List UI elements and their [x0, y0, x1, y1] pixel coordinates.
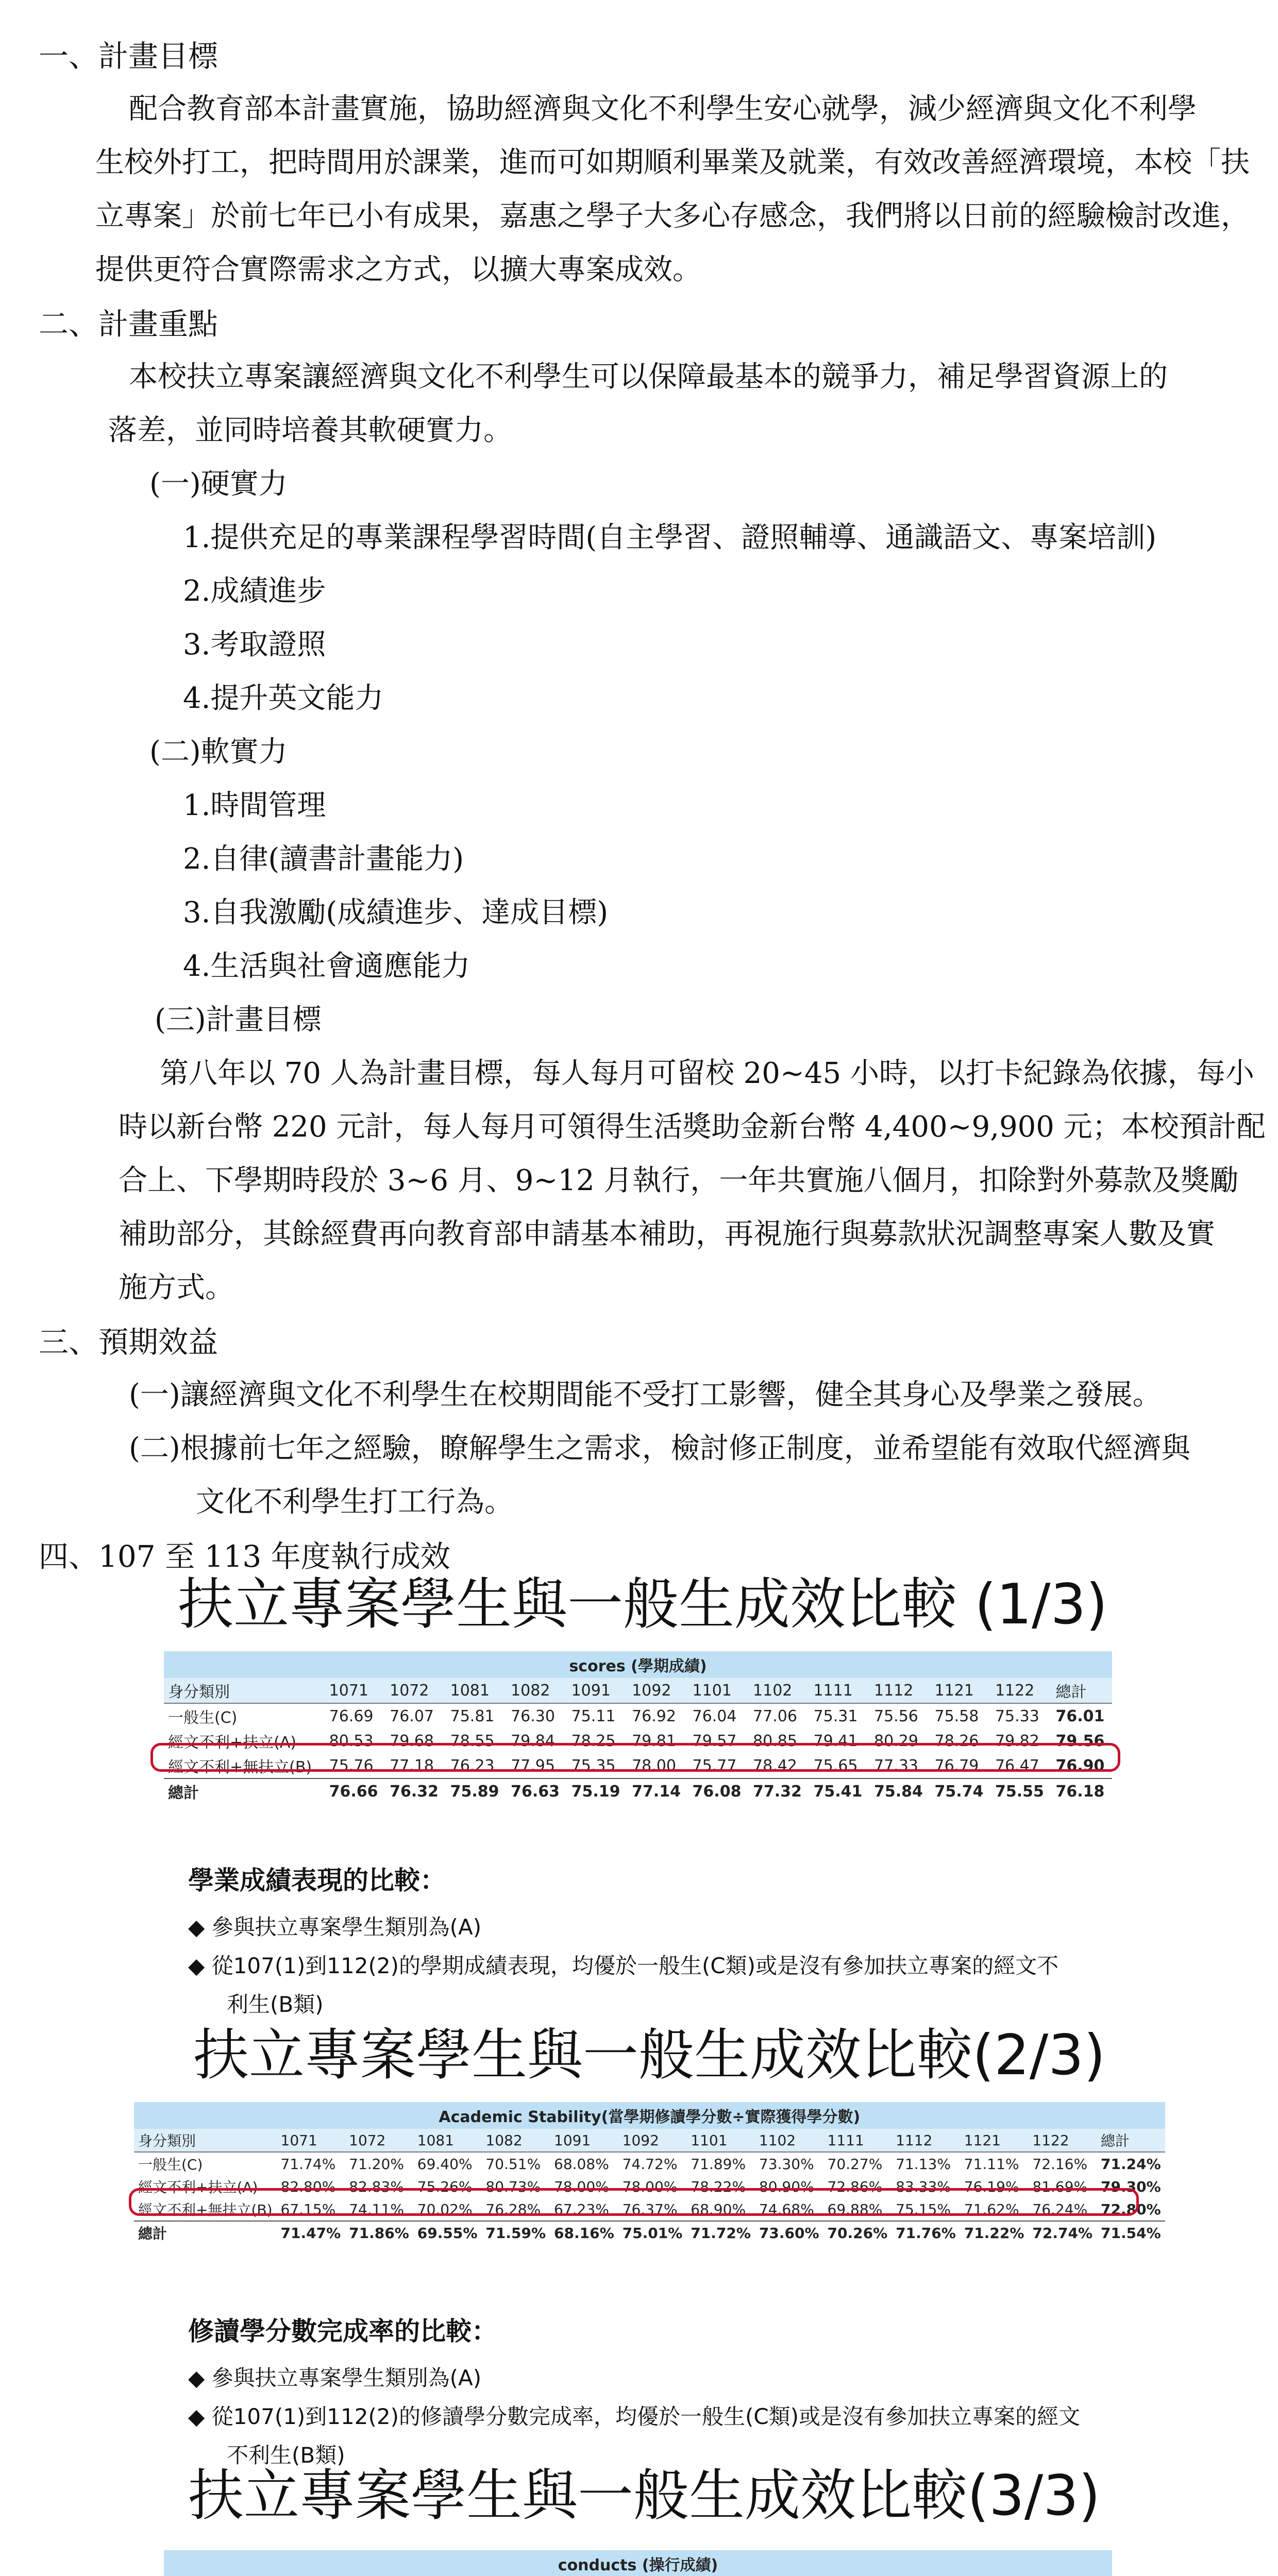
section-4-heading: 四、107 至 113 年度執行成效	[39, 1539, 450, 1574]
column-header: 1092	[628, 1678, 688, 1703]
highlight-box	[150, 1743, 1120, 1772]
table-cell: 71.59%	[481, 2221, 550, 2244]
table-cell: 83.33%	[896, 2178, 951, 2195]
column-header: 1091	[550, 2129, 618, 2152]
table-cell: 70.02%	[417, 2200, 473, 2218]
soft-skill-item: 2.自律(讀書計畫能力)	[183, 842, 464, 876]
table-cell: 77.32	[749, 1778, 809, 1804]
table-cell: 69.55%	[413, 2221, 482, 2244]
table-row	[134, 2221, 1165, 2244]
table-cell: 75.31	[813, 1707, 858, 1725]
table-cell: 79.68	[390, 1732, 434, 1750]
table-cell: 78.00%	[554, 2178, 609, 2195]
column-header: 1092	[618, 2129, 687, 2152]
column-header: 1072	[345, 2129, 413, 2152]
table-cell: 76.92	[632, 1707, 676, 1725]
table-cell: 71.86%	[345, 2221, 413, 2244]
table-cell: 75.55	[991, 1778, 1051, 1804]
scores-table	[164, 1651, 1112, 1804]
table-cell: 78.42	[753, 1756, 797, 1775]
column-header: 1101	[686, 2129, 755, 2152]
column-header: 1122	[1028, 2129, 1097, 2152]
table-cell: 75.01%	[618, 2221, 687, 2244]
slide-3-banner: 扶立專案學生與一般生成效比較(3/3)	[188, 2464, 1101, 2528]
table-cell: 76.28%	[485, 2200, 541, 2218]
table-cell: 80.90%	[759, 2178, 814, 2195]
table-cell: 72.16%	[1032, 2155, 1088, 2173]
table-cell: 76.69	[329, 1707, 374, 1725]
slide-2-bullet: ◆ 從107(1)到112(2)的修讀學分數完成率，均優於一般生(C類)或是沒有參加扶立專案的經文	[188, 2404, 1081, 2429]
table-cell: 76.90	[1055, 1756, 1105, 1775]
soft-skills-title: (二)軟實力	[149, 735, 288, 769]
table-cell: 79.41	[813, 1732, 858, 1750]
table-cell: 75.19	[567, 1778, 628, 1804]
row-label: 經文不利+扶立(A)	[168, 1734, 297, 1752]
table-cell: 80.85	[753, 1732, 797, 1750]
table-cell: 73.60%	[755, 2221, 823, 2244]
section-2-intro: 本校扶立專案讓經濟與文化不利學生可以保障最基本的競爭力，補足學習資源上的	[129, 360, 1168, 394]
table-cell: 82.83%	[349, 2178, 404, 2195]
table-cell: 79.82	[995, 1732, 1039, 1750]
table-cell: 78.22%	[691, 2178, 746, 2195]
table-cell: 75.77	[692, 1756, 737, 1775]
column-header: 1081	[413, 2129, 482, 2152]
row-label: 一般生(C)	[168, 1709, 238, 1727]
table-header-row	[134, 2129, 1165, 2152]
column-header: 1102	[749, 1678, 809, 1703]
table-cell: 76.23	[450, 1756, 495, 1775]
slide-1-bullet-cont: 利生(B類)	[227, 1992, 324, 2017]
row-label: 經文不利+扶立(A)	[138, 2179, 258, 2196]
table-cell: 79.57	[692, 1732, 737, 1750]
table-cell: 75.89	[446, 1778, 507, 1804]
table-cell: 76.24%	[1032, 2200, 1088, 2218]
hard-skills-title: (一)硬實力	[149, 467, 288, 501]
table-cell: 67.23%	[554, 2200, 609, 2218]
column-header: 1101	[688, 1678, 749, 1703]
table-cell: 76.30	[511, 1707, 555, 1725]
column-header: 1091	[567, 1678, 628, 1703]
column-header: 1102	[755, 2129, 823, 2152]
row-label: 經文不利+無扶立(B)	[138, 2201, 273, 2218]
goal-line: 第八年以 70 人為計畫目標，每人每月可留校 20~45 小時，以打卡紀錄為依據，每小	[160, 1057, 1254, 1090]
table-cell: 78.25	[571, 1732, 616, 1750]
column-header-category: 身分類別	[134, 2129, 277, 2152]
column-header: 1071	[277, 2129, 345, 2152]
slide-1-banner: 扶立專案學生與一般生成效比較 (1/3)	[178, 1572, 1108, 1637]
table-cell: 75.41	[810, 1778, 870, 1804]
column-header: 1082	[507, 1678, 567, 1703]
table-cell: 72.74%	[1028, 2221, 1097, 2244]
table-cell: 75.26%	[417, 2178, 473, 2195]
table-cell: 76.47	[995, 1756, 1039, 1775]
table-cell: 76.32	[385, 1778, 446, 1804]
table-cell: 82.80%	[280, 2178, 336, 2195]
table-cell: 77.33	[874, 1756, 918, 1775]
table-cell: 71.11%	[964, 2155, 1019, 2173]
slide-1-bullet: ◆ 參與扶立專案學生類別為(A)	[188, 1914, 482, 1940]
column-header: 1122	[991, 1678, 1051, 1703]
table-cell: 70.27%	[827, 2155, 883, 2173]
table-cell: 71.47%	[277, 2221, 345, 2244]
table-cell: 77.06	[753, 1707, 797, 1725]
table-row	[164, 1778, 1112, 1804]
slide-2-bullet-cont: 不利生(B類)	[227, 2443, 345, 2468]
section-1-line: 立專案」於前七年已小有成果，嘉惠之學子大多心存感念，我們將以日前的經驗檢討改進，	[95, 199, 1250, 233]
table-cell: 75.84	[870, 1778, 930, 1804]
section-1-heading: 一、計畫目標	[39, 39, 218, 74]
table-cell: 73.30%	[759, 2155, 814, 2173]
table-cell: 71.13%	[896, 2155, 951, 2173]
table-cell: 78.55	[450, 1732, 495, 1750]
table-cell: 71.20%	[349, 2155, 404, 2173]
row-label: 經文不利+無扶立(B)	[168, 1758, 312, 1776]
table-cell: 69.40%	[417, 2155, 473, 2173]
table-cell: 75.15%	[896, 2200, 951, 2218]
table-cell: 75.65	[813, 1756, 858, 1775]
column-header: 1111	[823, 2129, 892, 2152]
table-cell: 71.89%	[691, 2155, 746, 2173]
table-cell: 75.81	[450, 1707, 495, 1725]
table-cell: 78.26	[934, 1732, 979, 1750]
soft-skill-item: 4.生活與社會適應能力	[183, 950, 470, 983]
row-label: 總計	[164, 1778, 325, 1804]
column-header: 1081	[446, 1678, 507, 1703]
benefit-item-cont: 文化不利學生打工行為。	[196, 1485, 513, 1519]
goal-line: 補助部分，其餘經費再向教育部申請基本補助，再視施行與募款狀況調整專案人數及實	[119, 1217, 1215, 1251]
column-header: 總計	[1097, 2129, 1165, 2152]
table-cell: 74.72%	[622, 2155, 678, 2173]
table-cell: 78.00	[632, 1756, 676, 1775]
hard-skill-item: 3.考取證照	[183, 628, 326, 662]
academic-stability-caption: Academic Stability(當學期修讀學分數÷實際獲得學分數)	[134, 2102, 1165, 2129]
table-cell: 75.76	[329, 1756, 374, 1775]
table-cell: 76.19%	[964, 2178, 1019, 2195]
table-cell: 71.22%	[960, 2221, 1029, 2244]
slide-1-subhead: 學業成績表現的比較：	[188, 1866, 446, 1895]
table-cell: 68.08%	[554, 2155, 609, 2173]
goal-line: 時以新台幣 220 元計，每人每月可領得生活獎助金新台幣 4,400~9,900 元；本校預計配	[119, 1110, 1266, 1144]
soft-skill-item: 1.時間管理	[183, 789, 326, 822]
column-header: 1082	[481, 2129, 550, 2152]
table-cell: 77.18	[390, 1756, 434, 1775]
goal-line: 合上、下學期時段於 3~6 月、9~12 月執行，一年共實施八個月，扣除對外募款及獎勵	[119, 1164, 1239, 1197]
column-header: 1112	[892, 2129, 960, 2152]
table-cell: 67.15%	[280, 2200, 336, 2218]
table-cell: 77.14	[628, 1778, 688, 1804]
table-cell: 74.68%	[759, 2200, 814, 2218]
conducts-table-caption: conducts (操行成績)	[164, 2550, 1112, 2576]
table-cell: 71.62%	[964, 2200, 1019, 2218]
row-label: 總計	[134, 2221, 277, 2244]
highlight-box	[129, 2188, 1139, 2216]
table-cell: 71.72%	[686, 2221, 755, 2244]
hard-skill-item: 4.提升英文能力	[183, 682, 384, 715]
table-cell: 76.01	[1055, 1707, 1105, 1725]
table-cell: 79.81	[632, 1732, 676, 1750]
section-1-line: 配合教育部本計畫實施，協助經濟與文化不利學生安心就學，減少經濟與文化不利學	[129, 92, 1197, 126]
column-header-category: 身分類別	[164, 1678, 325, 1703]
table-cell: 76.18	[1051, 1778, 1112, 1804]
table-cell: 75.35	[571, 1756, 616, 1775]
table-cell: 79.84	[511, 1732, 555, 1750]
column-header: 1112	[870, 1678, 930, 1703]
table-cell: 80.29	[874, 1732, 918, 1750]
table-cell: 71.54%	[1097, 2221, 1165, 2244]
section-3-heading: 三、預期效益	[39, 1325, 218, 1360]
column-header: 1121	[960, 2129, 1029, 2152]
slide-1-bullet: ◆ 從107(1)到112(2)的學期成績表現，均優於一般生(C類)或是沒有參加扶立專案的經文不	[188, 1953, 1059, 1978]
table-cell: 80.53	[329, 1732, 374, 1750]
table-cell: 75.33	[995, 1707, 1039, 1725]
table-cell: 79.56	[1055, 1732, 1105, 1750]
goal-title: (三)計畫目標	[155, 1003, 322, 1037]
table-cell: 76.08	[688, 1778, 749, 1804]
table-cell: 80.73%	[485, 2178, 541, 2195]
table-cell: 76.63	[507, 1778, 567, 1804]
column-header: 1121	[930, 1678, 990, 1703]
table-cell: 75.58	[934, 1707, 979, 1725]
table-cell: 76.66	[325, 1778, 385, 1804]
slide-2-bullet: ◆ 參與扶立專案學生類別為(A)	[188, 2365, 482, 2391]
table-cell: 76.04	[692, 1707, 737, 1725]
table-cell: 71.74%	[280, 2155, 336, 2173]
goal-line: 施方式。	[119, 1271, 234, 1304]
column-header: 1111	[810, 1678, 870, 1703]
table-row	[134, 2152, 1165, 2175]
table-cell: 75.56	[874, 1707, 918, 1725]
benefit-item: (一)讓經濟與文化不利學生在校期間能不受打工影響，健全其身心及學業之發展。	[129, 1378, 1162, 1412]
table-cell: 79.30%	[1101, 2178, 1161, 2195]
table-cell: 70.51%	[485, 2155, 541, 2173]
table-row	[164, 1703, 1112, 1728]
hard-skill-item: 2.成績進步	[183, 574, 326, 608]
table-cell: 68.16%	[550, 2221, 618, 2244]
table-cell: 70.26%	[823, 2221, 892, 2244]
column-header: 1071	[325, 1678, 385, 1703]
table-cell: 77.95	[511, 1756, 555, 1775]
row-label: 一般生(C)	[138, 2156, 203, 2173]
hard-skill-item: 1.提供充足的專業課程學習時間(自主學習、證照輔導、通識語文、專案培訓)	[183, 521, 1157, 554]
table-cell: 74.11%	[349, 2200, 404, 2218]
table-cell: 71.76%	[892, 2221, 960, 2244]
table-cell: 75.11	[571, 1707, 616, 1725]
academic-stability-table	[134, 2102, 1165, 2244]
table-cell: 71.24%	[1101, 2155, 1161, 2173]
table-cell: 75.74	[930, 1778, 990, 1804]
slide-2-subhead: 修讀學分數完成率的比較：	[188, 2316, 497, 2346]
section-2-heading: 二、計畫重點	[39, 307, 218, 342]
table-cell: 72.86%	[827, 2178, 883, 2195]
table-cell: 69.88%	[827, 2200, 883, 2218]
section-2-intro: 落差，並同時培養其軟硬實力。	[108, 414, 512, 447]
conducts-table	[164, 2550, 1112, 2576]
table-cell: 72.80%	[1101, 2200, 1161, 2218]
scores-table-caption: scores (學期成績)	[164, 1651, 1112, 1678]
table-header-row	[164, 1678, 1112, 1703]
table-cell: 68.90%	[691, 2200, 746, 2218]
table-cell: 76.79	[934, 1756, 979, 1775]
table-cell: 76.37%	[622, 2200, 678, 2218]
section-1-line: 提供更符合實際需求之方式，以擴大專案成效。	[95, 253, 701, 286]
table-cell: 76.07	[390, 1707, 434, 1725]
table-cell: 78.00%	[622, 2178, 678, 2195]
soft-skill-item: 3.自我激勵(成績進步、達成目標)	[183, 896, 609, 929]
section-1-line: 生校外打工，把時間用於課業，進而可如期順利畢業及就業，有效改善經濟環境，本校「扶	[95, 146, 1250, 179]
column-header: 總計	[1051, 1678, 1112, 1703]
slide-2-banner: 扶立專案學生與一般生成效比較(2/3)	[193, 2023, 1106, 2088]
column-header: 1072	[385, 1678, 446, 1703]
benefit-item: (二)根據前七年之經驗，瞭解學生之需求，檢討修正制度，並希望能有效取代經濟與	[129, 1432, 1190, 1465]
table-cell: 81.69%	[1032, 2178, 1088, 2195]
